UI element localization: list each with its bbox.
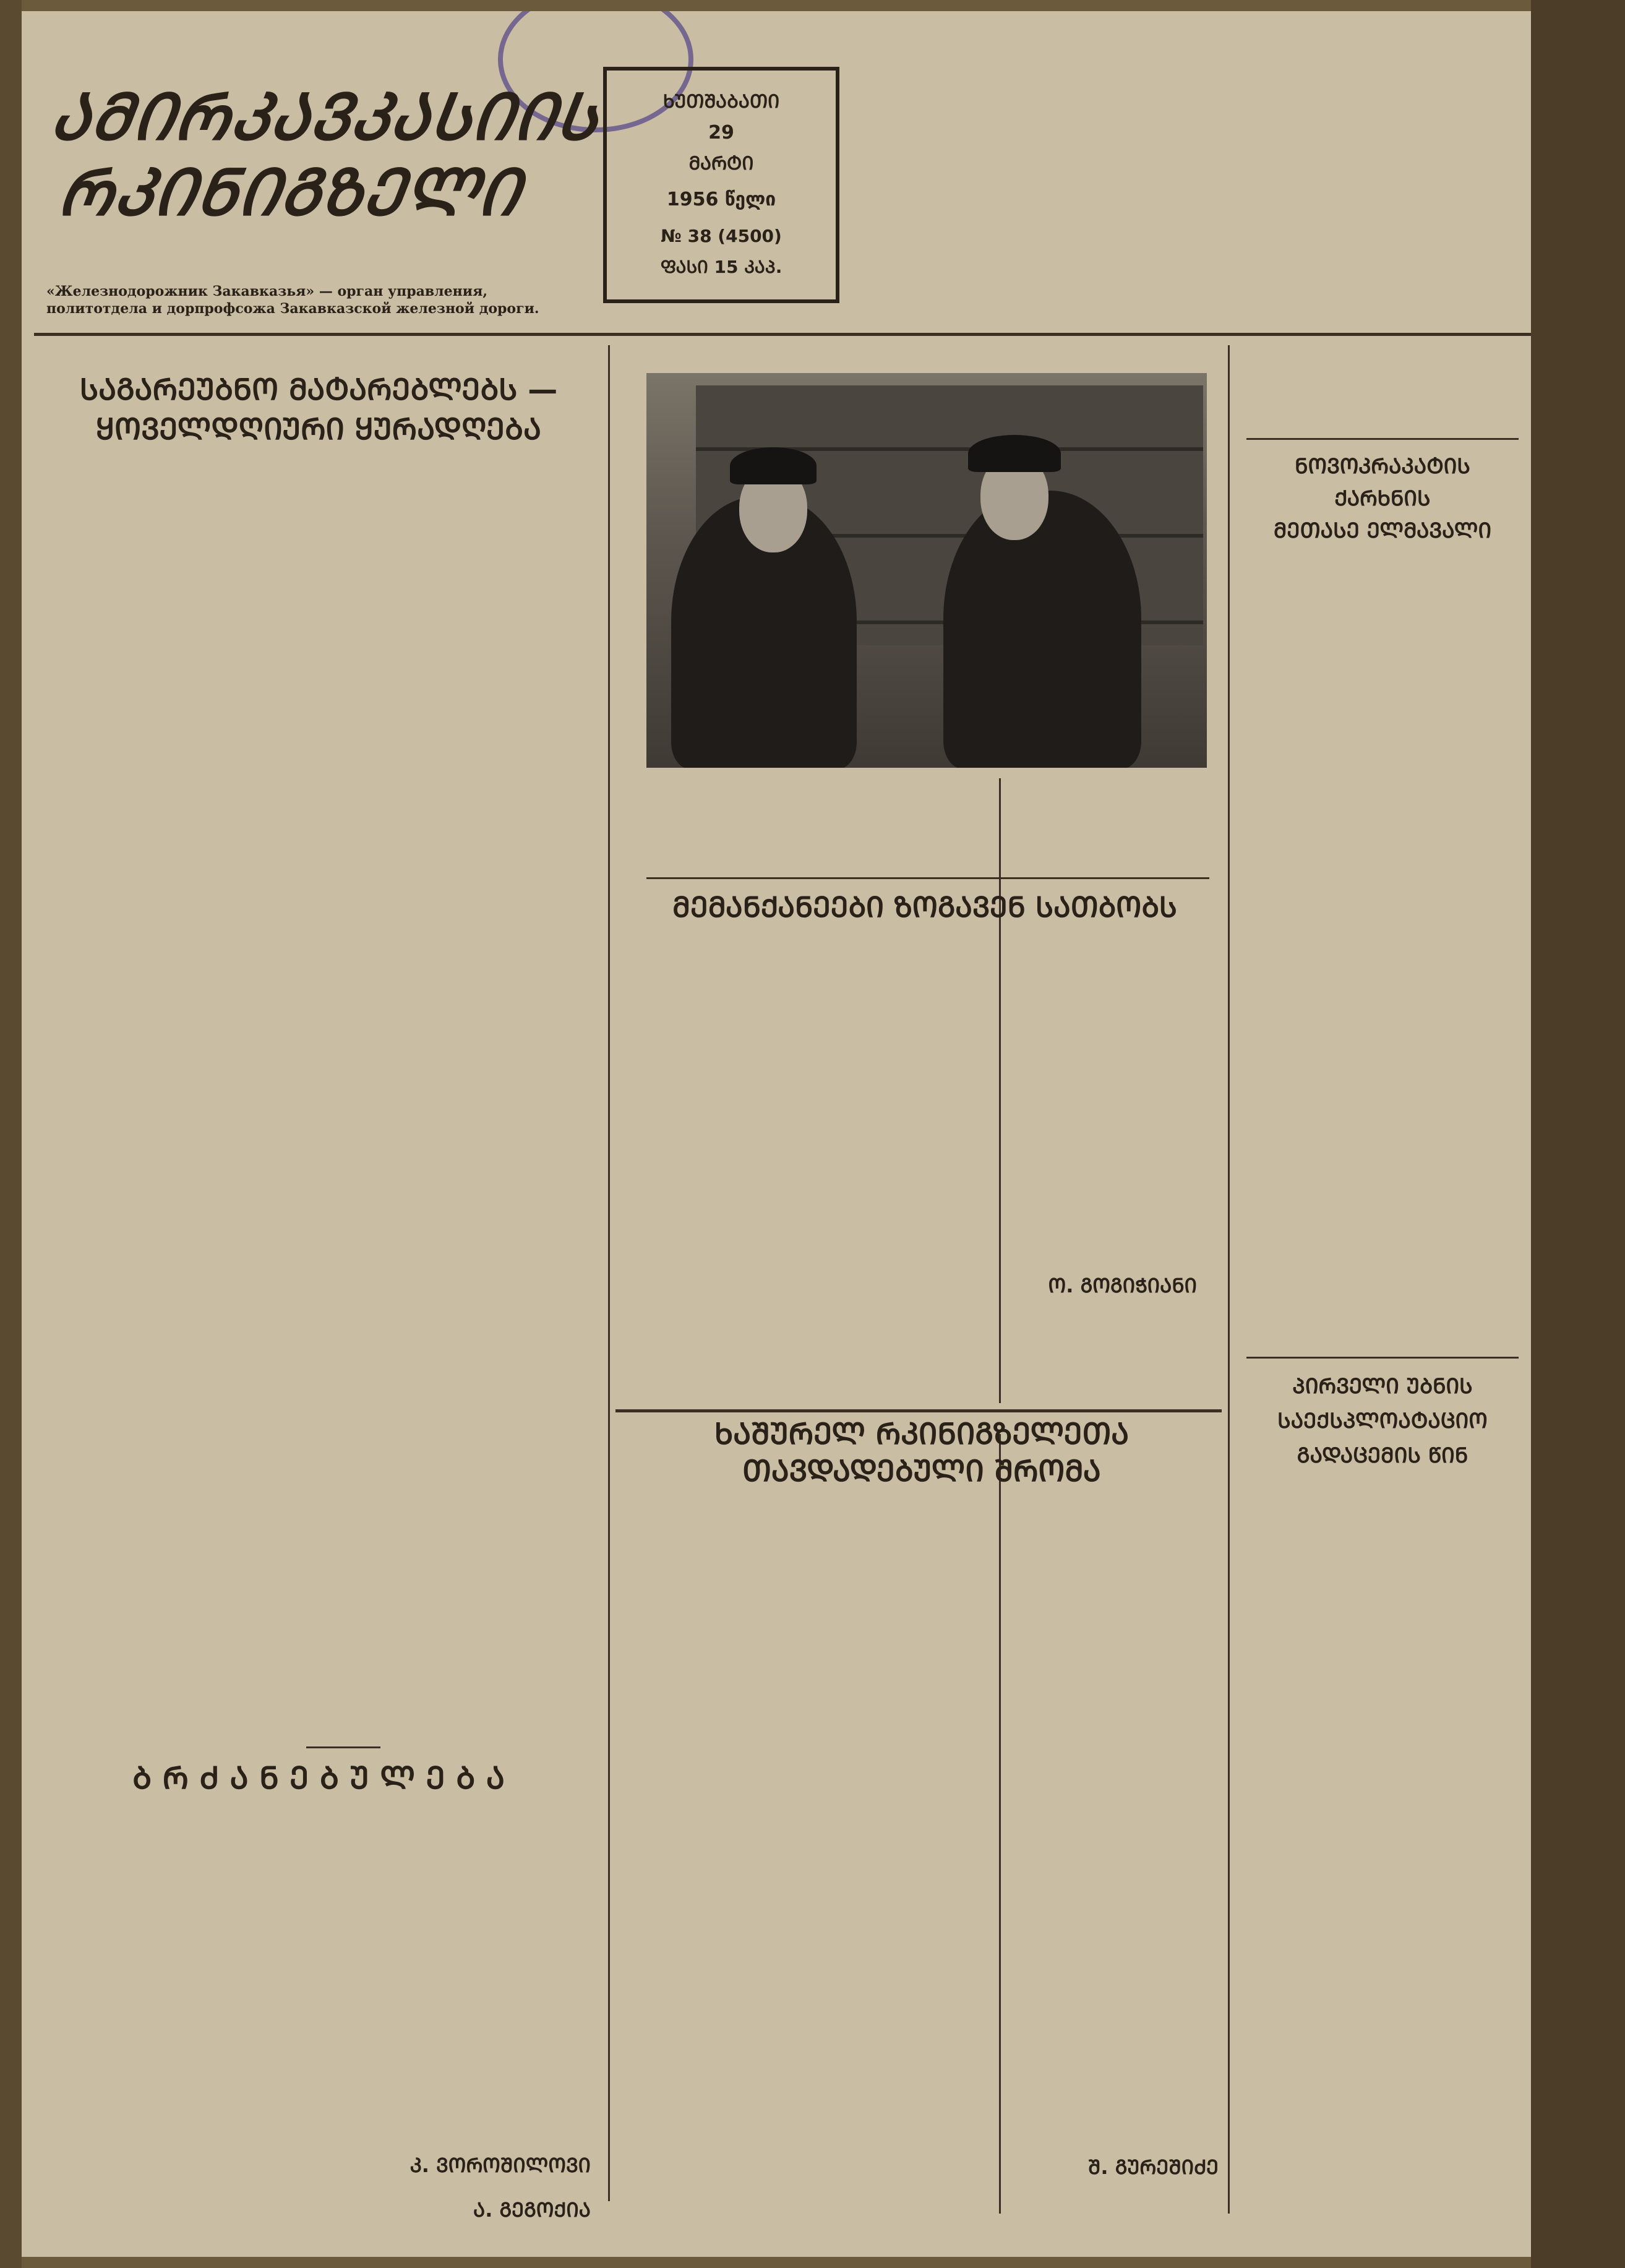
khashuri-headline: ᲮᲐᲨᲣᲠᲔᲚ ᲠᲙᲘᲜᲘᲒᲖᲔᲚᲔᲗᲐ ᲗᲐᲕᲓᲐᲓᲔᲑᲣᲚᲘ ᲨᲠᲝᲛᲐ <box>714 1417 1130 1488</box>
first-train-headline <box>1243 1369 1522 1473</box>
khashuri-top-rule <box>615 1409 1222 1412</box>
rubric-rule <box>1246 438 1519 440</box>
binding-edge <box>0 0 22 2268</box>
masthead-subtitle-russian: «Железнодорожник Закавказья» — орган управления, политотдела и дорпрофсожа Закавказской железной дороги. <box>46 283 539 317</box>
novokramatorsk-headline-line1: ᲜᲝᲕᲝᲙᲠᲐᲙᲐᲢᲘᲡ ᲥᲐᲠᲮᲜᲘᲡ <box>1294 454 1471 511</box>
price: ᲤᲐᲡᲘ 15 ᲙᲐᲞ. <box>660 257 782 277</box>
machinists-author: Ო. ᲒᲝᲒᲘᲭᲘᲐᲜᲘ <box>1048 1274 1197 1297</box>
date-day: 29 <box>708 122 734 144</box>
first-train-body <box>1243 1477 1522 2214</box>
first-train-rule <box>1246 1357 1519 1359</box>
column-rule-3 <box>1228 345 1230 2214</box>
column-rule-1 <box>608 345 610 2201</box>
date-box <box>603 67 839 303</box>
front-page-photo <box>646 373 1207 768</box>
decree-secretary: Ა. ᲒᲔᲒᲝᲥᲘᲐ <box>473 2198 591 2222</box>
date-year: 1956 წელი <box>666 189 776 210</box>
passengers-headline-line1: ᲡᲐᲒᲐᲠᲔᲣᲑᲜᲝ ᲛᲐᲢᲐᲠᲔᲑᲚᲔᲑᲡ — <box>79 372 558 407</box>
date-month: ᲛᲐᲠᲢᲘ <box>688 153 754 174</box>
novokramatorsk-body <box>1243 525 1522 1354</box>
machinists-col1 <box>640 951 912 1403</box>
issue-number: № 38 (4500) <box>661 226 782 246</box>
first-train-headline-line2: ᲡᲐᲔᲥᲡᲞᲚᲝᲐᲢᲐᲪᲘᲝ <box>1277 1409 1488 1433</box>
machinists-top-rule <box>646 877 1209 879</box>
machinists-headline: ᲛᲔᲛᲐᲜᲥᲐᲜᲔᲔᲑᲘ ᲖᲝᲒᲐᲕᲔᲜ ᲡᲐᲗᲑᲝᲑᲡ <box>672 890 1177 924</box>
header-lead-text <box>869 67 1525 290</box>
machinists-col2 <box>925 951 1209 1261</box>
photo-person-right <box>943 491 1141 768</box>
masthead-title <box>36 79 614 230</box>
binder-cover <box>1531 0 1625 2268</box>
date-weekday: ᲮᲣᲗᲨᲐᲑᲐᲗᲘ <box>662 91 780 113</box>
rubric <box>1253 367 1500 378</box>
masthead-rule <box>34 333 1531 336</box>
first-train-headline-line1: ᲞᲘᲠᲕᲔᲚᲘ ᲣᲑᲜᲘᲡ <box>1292 1374 1473 1399</box>
masthead-title-line2: ᲠᲙᲘᲜᲘᲒᲖᲔᲚᲘ <box>54 155 526 230</box>
passengers-col2 <box>312 450 600 1725</box>
decree-signer: Კ. ᲕᲝᲠᲝᲨᲘᲚᲝᲕᲘ <box>409 2154 591 2177</box>
decree-rule <box>306 1746 380 1748</box>
first-train-headline-line3: ᲒᲐᲓᲐᲪᲔᲛᲘᲡ ᲬᲘᲜ <box>1297 1443 1469 1468</box>
khashuri-col2 <box>1011 1453 1219 2152</box>
khashuri-author: Შ. ᲒᲣᲠᲔᲨᲘᲫᲔ <box>1088 2155 1219 2179</box>
novokramatorsk-headline-line2: ᲛᲔᲗᲐᲡᲔ ᲔᲚᲛᲐᲕᲐᲚᲘ <box>1273 518 1492 543</box>
passengers-col1 <box>34 463 300 1725</box>
masthead-title-line1: ᲐᲛᲘᲠᲙᲐᲕᲙᲐᲡᲘᲘᲡ <box>46 79 604 155</box>
decree-title: Ბ Რ Ძ Ა Ნ Ე Ბ Უ Ლ Ე Ბ Ა <box>132 1760 505 1796</box>
newspaper-page <box>22 11 1531 2257</box>
decree-body <box>34 1910 597 2139</box>
khashuri-col1 <box>646 1471 987 2214</box>
column-rule-4 <box>999 1434 1001 2214</box>
passengers-headline <box>40 370 597 449</box>
passengers-headline-line2: ᲧᲝᲕᲔᲚᲓᲦᲘᲣᲠᲘ ᲧᲣᲠᲐᲓᲦᲔᲑᲐ <box>96 412 541 447</box>
